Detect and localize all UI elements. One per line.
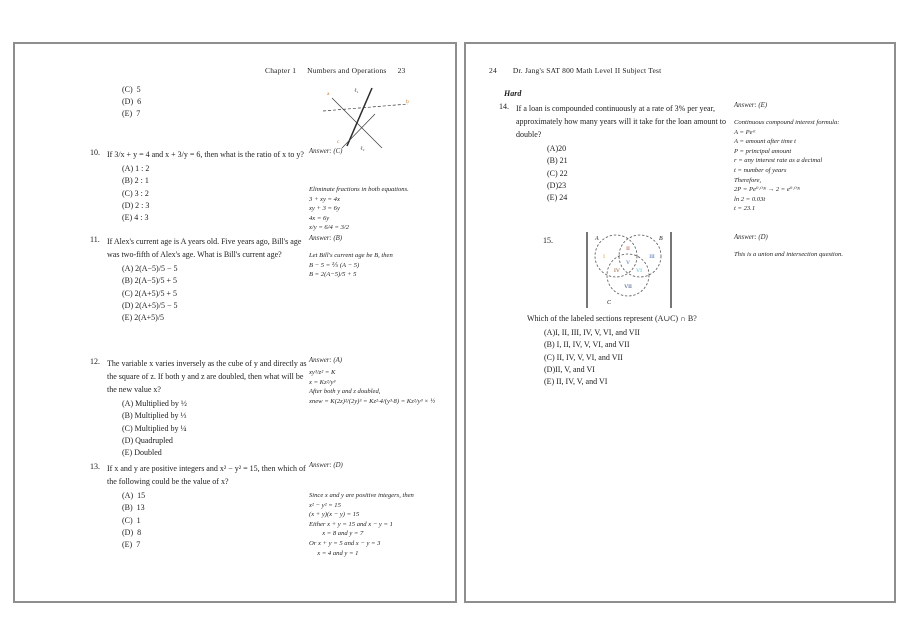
question-13-choices <box>122 490 308 551</box>
question-text: If x and y are positive integers and x² − y² = 15, then which of the following could be the value of x? <box>107 464 306 486</box>
work-line: A = amount after time t <box>734 138 797 146</box>
work-line: Therefore, <box>734 176 762 184</box>
question-15-answer-column <box>734 234 890 260</box>
question-11-answer-column <box>309 235 455 280</box>
question-text: Which of the labeled sections represent (A∪C) ∩ B? <box>527 314 697 323</box>
work-line: Or x + y = 5 and x − y = 3 <box>309 539 381 547</box>
region-1-label: I <box>603 254 605 260</box>
question-10-answer-column <box>309 148 455 233</box>
work-line: This is a union and intersection question. <box>734 251 843 258</box>
choice: (C) 5 <box>122 85 141 94</box>
difficulty-label: Hard <box>504 89 522 98</box>
choice: (C) 2(A+5)/5 + 5 <box>122 288 178 298</box>
question-13-answer-column <box>309 462 455 558</box>
question-text: If Alex's current age is A years old. Five years ago, Bill's age was two-fifth of Alex's age. What is Bill's current age? <box>107 237 302 259</box>
work-line: Either x + y = 15 and x − y = 1 <box>309 520 393 528</box>
work-line: 3 + xy = 4x <box>309 195 340 203</box>
venn-diagram <box>583 226 675 327</box>
choice: (B) 2 : 1 <box>122 176 149 186</box>
choice: (D) 8 <box>122 527 142 537</box>
choice: (A) 15 <box>122 491 146 500</box>
work-line: xnew = K(2z)²/(2y)³ = Kz²·4/(y³·8) = Kz²/y³ × ½ <box>309 397 436 405</box>
carryover-choices <box>122 84 141 120</box>
set-b-label: B <box>659 236 663 242</box>
work-line: t = number of years <box>734 166 787 174</box>
choice: (B) 2(A−5)/5 + 5 <box>122 276 178 286</box>
choice: (D) 2 : 3 <box>122 200 150 210</box>
work-line: x = Kz²/y³ <box>309 378 336 386</box>
left-page-number: 23 <box>397 66 406 75</box>
choice: (D) 6 <box>122 97 142 106</box>
answer-label: Answer: (C) <box>309 148 343 155</box>
work-line: Eliminate fractions in both equations. <box>309 186 409 193</box>
region-4-label: IV <box>614 268 620 274</box>
region-3-label: III <box>649 254 655 260</box>
choice: (D) Quadrupled <box>122 435 173 445</box>
question-12-answer-column <box>309 357 455 406</box>
set-c-label: C <box>607 300 612 306</box>
answer-label: Answer: (A) <box>309 357 343 364</box>
work-line: xy³/z² = K <box>309 369 336 376</box>
choice: (B) I, II, IV, V, VI, and VII <box>544 340 630 350</box>
region-6-label: VI <box>636 268 642 274</box>
work-line: B − 5 = ⅖ (A − 5) <box>309 261 360 269</box>
right-page-number: 24 <box>489 66 497 75</box>
line-label-l1: ℓ₁ <box>354 88 359 94</box>
answer-label: Answer: (E) <box>734 102 768 109</box>
work-line: B = 2(A−5)/5 + 5 <box>309 271 357 279</box>
question-11-choices <box>122 263 308 324</box>
choice: (A)20 <box>547 144 567 153</box>
question-text: If a loan is compounded continuously at a rate of 3% per year, approximately how many years will it take for the loan amount to double? <box>516 104 726 139</box>
answer-label: Answer: (D) <box>309 462 343 469</box>
question-14-choices <box>547 143 737 204</box>
region-5-label: V <box>625 260 631 266</box>
question-number: 11. <box>90 235 100 244</box>
work-line: 2P = Pe⁰·⁰³ᵗ → 2 = e⁰·⁰³ᵗ <box>734 186 800 194</box>
right-page-header <box>489 66 661 75</box>
work-line: ln 2 = 0.03t <box>734 195 766 203</box>
answer-label: Answer: (B) <box>309 235 343 242</box>
work-line: x = 8 and y = 7 <box>309 530 364 538</box>
work-line: x/y = 6/4 = 3/2 <box>309 224 350 232</box>
line-label-l2: ℓ₂ <box>360 146 365 152</box>
work-line: After both y and z doubled, <box>309 388 381 396</box>
left-page <box>13 42 457 603</box>
choice: (C) 3 : 2 <box>122 188 149 198</box>
line-label-b: b <box>406 99 409 105</box>
choice: (D) 2(A+5)/5 − 5 <box>122 300 178 310</box>
section-title: Numbers and Operations <box>307 66 387 75</box>
work-line: 4x = 6y <box>309 214 330 222</box>
question-number: 13. <box>90 462 100 471</box>
choice: (C) 1 <box>122 515 141 525</box>
region-2-label: II <box>626 246 630 252</box>
work-line: t = 23.1 <box>734 205 756 213</box>
region-7-label: VII <box>624 284 632 290</box>
chapter-label: Chapter 1 <box>265 66 297 75</box>
choice: (E) 7 <box>122 540 141 550</box>
work-line: Let Bill's current age be B, then <box>309 252 393 259</box>
set-a-label: A <box>595 236 599 242</box>
question-text: The variable x varies inversely as the cube of y and directly as the square of z. If both y and z are doubled, then what will be the new value x? <box>107 359 307 394</box>
choice: (B) Multiplied by ⅓ <box>122 411 187 421</box>
choice: (B) 21 <box>547 156 568 166</box>
question-number: 12. <box>90 357 100 366</box>
work-line: Since x and y are positive integers, then <box>309 492 414 499</box>
choice: (D)23 <box>547 180 567 190</box>
choice: (A) 1 : 2 <box>122 164 150 173</box>
question-number: 10. <box>90 148 100 157</box>
choice: (E) 2(A+5)/5 <box>122 313 165 323</box>
question-14-answer-column <box>734 102 890 214</box>
work-line: A = Peʳᵗ <box>734 128 756 136</box>
choice: (A)I, II, III, IV, V, VI, and VII <box>544 328 640 337</box>
left-page-header <box>265 66 405 75</box>
question-13-main <box>90 462 308 551</box>
question-12-choices <box>122 398 308 459</box>
choice: (B) 13 <box>122 503 145 513</box>
question-10-main <box>90 148 308 224</box>
choice: (A) 2(A−5)/5 − 5 <box>122 264 178 273</box>
choice: (C) 22 <box>547 168 568 178</box>
line-label-a: a <box>327 91 330 97</box>
book-title: Dr. Jang's SAT 800 Math Level II Subject Test <box>512 66 662 75</box>
choice: (E) 7 <box>122 109 141 118</box>
question-11-main <box>90 235 308 324</box>
venn-diagram-svg <box>583 226 675 322</box>
question-text: If 3/x + y = 4 and x + 3/y = 6, then what is the ratio of x to y? <box>107 150 304 159</box>
choice: (E) Doubled <box>122 448 162 458</box>
choice: (C) II, IV, V, VI, and VII <box>544 352 623 362</box>
work-line: P = principal amount <box>734 147 792 155</box>
choice: (E) 4 : 3 <box>122 213 149 223</box>
question-12-main <box>90 357 308 459</box>
work-line: x² − y² = 15 <box>309 501 341 509</box>
choice: (E) 24 <box>547 193 568 203</box>
work-line: x = 4 and y = 1 <box>309 549 359 557</box>
choice: (A) Multiplied by ½ <box>122 399 187 408</box>
question-15-choices <box>544 327 640 388</box>
lines-figure <box>320 84 412 157</box>
work-line: Continuous compound interest formula: <box>734 119 840 126</box>
answer-label: Answer: (D) <box>734 234 768 241</box>
question-10-choices <box>122 163 308 224</box>
lines-figure-svg <box>320 84 412 152</box>
work-line: (x + y)(x − y) = 15 <box>309 511 360 519</box>
work-line: r = any interest rate as a decimal <box>734 157 823 165</box>
question-number: 15. <box>543 236 553 245</box>
line-label-c: c <box>337 139 340 145</box>
right-page <box>464 42 896 603</box>
question-14-main <box>499 102 737 204</box>
question-number: 14. <box>499 102 509 111</box>
choice: (E) II, IV, V, and VI <box>544 377 608 387</box>
choice: (D)II, V, and VI <box>544 364 595 374</box>
work-line: xy + 3 = 6y <box>309 205 340 213</box>
choice: (C) Multiplied by ¼ <box>122 423 187 433</box>
